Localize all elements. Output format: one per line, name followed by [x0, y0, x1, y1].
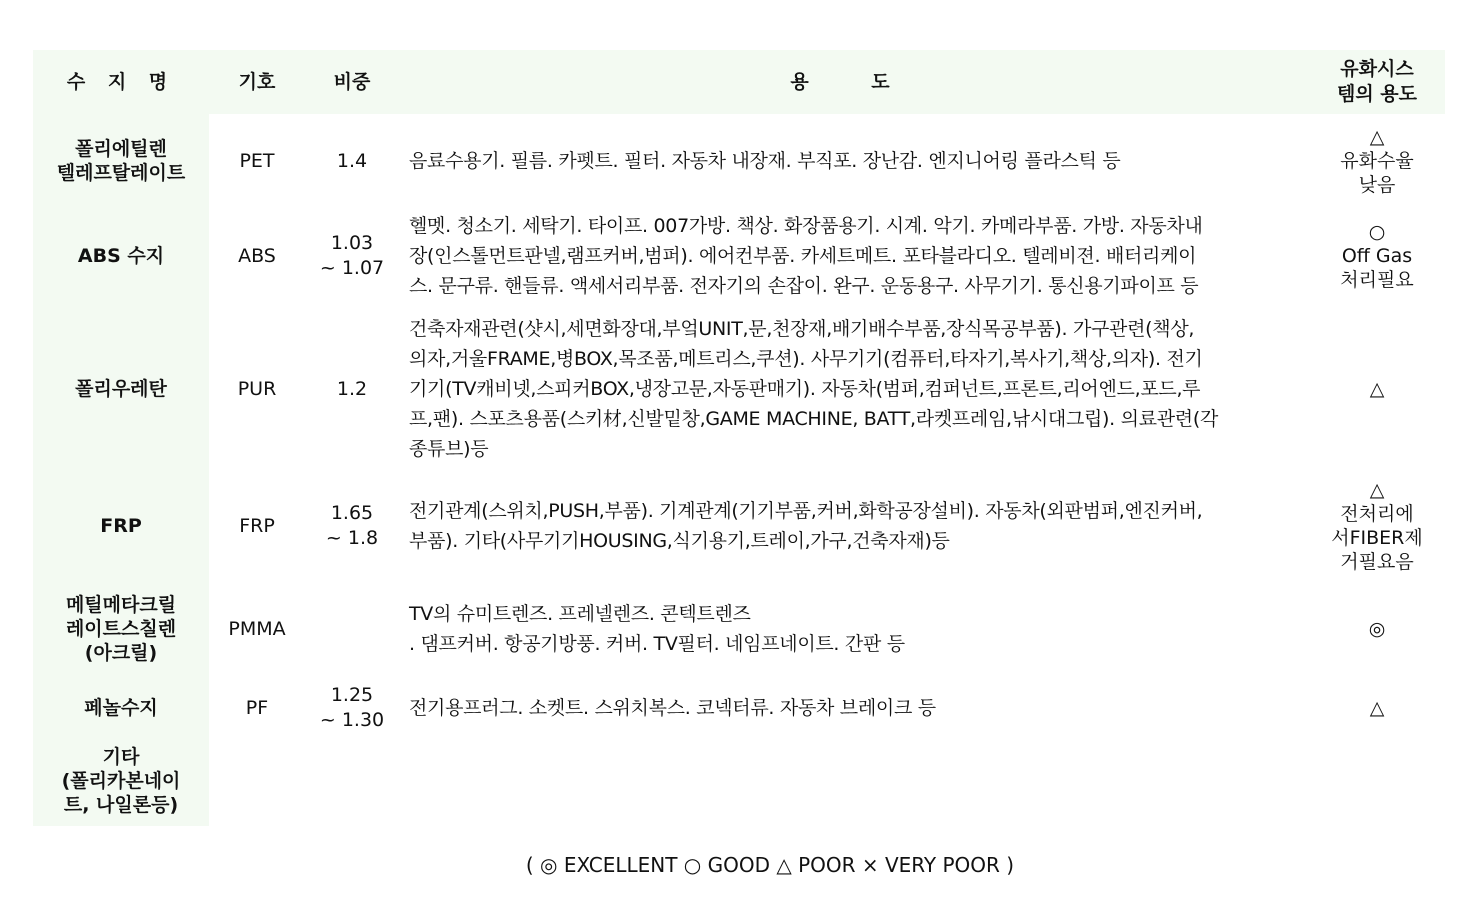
table-body	[33, 114, 1445, 826]
suitability-cell-line: △	[1369, 126, 1385, 148]
specific-gravity-cell	[305, 208, 399, 304]
specific-gravity-cell	[305, 474, 399, 578]
specific-gravity-cell	[305, 736, 399, 826]
table-row	[33, 114, 1445, 208]
suitability-cell	[1309, 304, 1445, 474]
usage-cell-line: 스. 문구류. 핸들류. 액세서리부품. 전자기의 손잡이. 완구. 운동용구. 사무기기. 통신용기파이프 등	[409, 275, 1199, 297]
suitability-cell	[1309, 114, 1445, 208]
header-specific-gravity: 비중	[305, 50, 399, 114]
symbol-cell: FRP	[239, 514, 275, 537]
table-row	[33, 578, 1445, 680]
resin-name-cell	[33, 736, 209, 826]
resin-name-cell-line: 폴리에틸렌	[75, 138, 167, 160]
header-pyrolysis-suitability: 유화시스 템의 용도	[1309, 50, 1445, 114]
specific-gravity-cell	[305, 114, 399, 208]
usage-cell-line: TV의 슈미트렌즈. 프레넬렌즈. 콘텍트렌즈	[409, 603, 751, 625]
specific-gravity-cell	[305, 680, 399, 736]
resin-name-cell	[33, 474, 209, 578]
suitability-cell-line: ◎	[1368, 618, 1386, 640]
resin-name-cell-line: (아크릴)	[84, 642, 158, 664]
usage-cell	[399, 474, 1309, 578]
symbol-cell: PMMA	[228, 617, 286, 640]
usage-cell-line: 전기관계(스위치,PUSH,부품). 기계관계(기기부품,커버,화학공장설비). 자동차(외판범퍼,엔진커버,	[409, 500, 1203, 522]
table-row	[33, 474, 1445, 578]
usage-cell	[399, 578, 1309, 680]
suitability-cell-line: 유화수율	[1340, 150, 1414, 172]
header-resin-name: 수 지 명	[33, 50, 209, 114]
specific-gravity-cell-line: ~ 1.07	[319, 257, 385, 279]
resin-name-cell	[33, 680, 209, 736]
suitability-cell-line: 처리필요	[1340, 269, 1414, 291]
usage-cell	[399, 304, 1309, 474]
suitability-cell-line: 서FIBER제	[1331, 527, 1423, 549]
resin-name-cell-line: ABS 수지	[77, 245, 165, 267]
specific-gravity-cell-line: 1.25	[330, 684, 374, 706]
table-row	[33, 208, 1445, 304]
suitability-cell	[1309, 474, 1445, 578]
resin-name-cell-line: 레이트스칠렌	[65, 618, 177, 640]
usage-cell	[399, 114, 1309, 208]
suitability-cell	[1309, 736, 1445, 826]
usage-cell-line: 음료수용기. 필름. 카펫트. 필터. 자동차 내장재. 부직포. 장난감. 엔지니어링 플라스틱 등	[409, 150, 1121, 172]
resin-name-cell-line: 트, 나일론등)	[63, 794, 179, 816]
specific-gravity-cell-line: 1.2	[336, 377, 368, 400]
specific-gravity-cell-line: 1.03	[330, 232, 374, 254]
resin-name-cell	[33, 114, 209, 208]
resin-name-cell	[33, 578, 209, 680]
suitability-cell-line: △	[1369, 479, 1385, 501]
suitability-cell-line: 거필요음	[1340, 551, 1414, 573]
usage-cell	[399, 736, 1309, 826]
usage-cell-line: 프,팬). 스포츠용품(스키材,신발밑창,GAME MACHINE, BATT,라켓프레임,낚시대그립). 의료관련(각	[409, 408, 1219, 430]
table-row	[33, 680, 1445, 736]
specific-gravity-cell-line: ~ 1.30	[319, 709, 385, 731]
usage-cell-line: 기기(TV캐비넷,스피커BOX,냉장고문,자동판매기). 자동차(범퍼,컴퍼넌트,프론트,리어엔드,포드,루	[409, 378, 1201, 400]
suitability-cell	[1309, 680, 1445, 736]
resin-name-cell-line: (폴리카본네이	[61, 770, 181, 792]
usage-cell-line: 종튜브)등	[409, 438, 489, 460]
symbol-cell: ABS	[238, 244, 276, 267]
symbol-cell: PUR	[237, 377, 277, 400]
symbol-cell: PET	[239, 149, 275, 172]
resin-usage-table	[33, 50, 1445, 826]
specific-gravity-cell-line: 1.65	[330, 502, 374, 524]
suitability-cell-line: ○	[1368, 221, 1386, 243]
specific-gravity-cell	[305, 304, 399, 474]
resin-name-cell-line: 기타	[102, 746, 140, 768]
header-row	[33, 50, 1445, 114]
usage-cell-line: 전기용프러그. 소켓트. 스위치복스. 코넥터류. 자동차 브레이크 등	[409, 697, 936, 719]
symbol-cell	[209, 736, 305, 826]
suitability-cell	[1309, 208, 1445, 304]
specific-gravity-cell-line: ~ 1.8	[325, 527, 379, 549]
table-row	[33, 304, 1445, 474]
table-row	[33, 736, 1445, 826]
usage-cell-line: 건축자재관련(샷시,세면화장대,부엌UNIT,문,천장재,배기배수부품,장식목공부품). 가구관련(책상,	[409, 318, 1195, 340]
resin-name-cell-line: 텔레프탈레이트	[56, 162, 186, 184]
specific-gravity-cell	[305, 578, 399, 680]
symbol-cell: PF	[245, 696, 269, 719]
usage-cell-line: 장(인스톨먼트판넬,램프커버,범퍼). 에어컨부품. 카세트메트. 포타블라디오. 텔레비젼. 배터리케이	[409, 245, 1197, 267]
usage-cell	[399, 680, 1309, 736]
resin-name-cell-line: FRP	[100, 515, 142, 537]
resin-name-cell-line: 폴리우레탄	[75, 378, 167, 400]
header-symbol: 기호	[209, 50, 305, 114]
resin-name-cell-line: 페놀수지	[84, 697, 158, 719]
resin-name-cell	[33, 208, 209, 304]
suitability-cell-line: 전처리에	[1340, 503, 1414, 525]
usage-cell-line: 부품). 기타(사무기기HOUSING,식기용기,트레이,가구,건축자재)등	[409, 530, 950, 552]
suitability-cell-line: 낮음	[1358, 174, 1396, 196]
usage-cell-line: . 댐프커버. 항공기방풍. 커버. TV필터. 네임프네이트. 간판 등	[409, 633, 905, 655]
usage-cell-line: 헬멧. 청소기. 세탁기. 타이프. 007가방. 책상. 화장품용기. 시계. 악기. 카메라부품. 가방. 자동차내	[409, 215, 1203, 237]
table-header	[33, 50, 1445, 114]
usage-cell-line: 의자,거울FRAME,병BOX,목조품,메트리스,쿠션). 사무기기(컴퓨터,타자기,복사기,책상,의자). 전기	[409, 348, 1203, 370]
usage-cell	[399, 208, 1309, 304]
suitability-cell-line: △	[1369, 697, 1385, 719]
header-usage: 용 도	[399, 50, 1309, 114]
rating-legend: ( ◎ EXCELLENT ○ GOOD △ POOR × VERY POOR )	[525, 853, 1015, 877]
resin-name-cell	[33, 304, 209, 474]
specific-gravity-cell-line: 1.4	[336, 149, 368, 172]
resin-name-cell-line: 메틸메타크릴	[65, 594, 177, 616]
suitability-cell	[1309, 578, 1445, 680]
suitability-cell-line: △	[1369, 378, 1385, 400]
suitability-cell-line: Off Gas	[1341, 245, 1413, 267]
